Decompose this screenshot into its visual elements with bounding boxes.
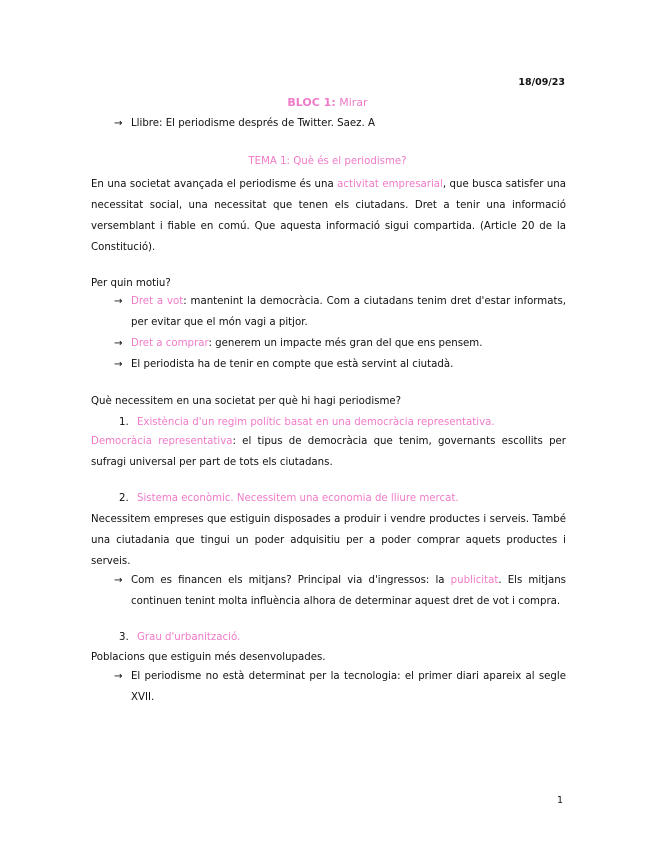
numbered-item-3 [119,627,240,648]
why-item-vote-term: Dret a vot [131,296,184,307]
arrow-right-icon: → [114,338,123,349]
why-item-buy [114,333,566,354]
arrow-right-icon: → [114,118,123,129]
item-number: 1. [119,417,129,428]
democracy-text: : el tipus de democràcia que tenim, governants escollits per sufragi universal per part de tots els ciutadans. [91,436,567,468]
document-date: 18/09/23 [518,77,565,88]
page-title-bold: BLOC 1: [287,96,336,109]
book-reference [114,113,566,134]
populations-line: Poblacions que estiguin més desenvolupades. [91,652,326,663]
arrow-right-icon: → [114,296,123,307]
why-item-vote-text: : mantenint la democràcia. Com a ciutadans tenim dret d'estar informats, per evitar que el món vagi a pitjor. [131,296,567,328]
democracy-term: Democràcia representativa [91,436,233,447]
numbered-item-2 [119,488,459,509]
companies-paragraph: Necessitem empreses que estiguin disposades a produir i vendre productes i serveis. També una ciutadania que tingui un poder adquisitiu per a poder comprar aquets productes i serveis. [91,514,566,567]
intro-paragraph [91,174,566,258]
arrow-right-icon: → [114,671,123,682]
financing-item [114,570,566,612]
financing-text-end: . Els mitjans continuen tenint molta influència alhora de determinar aquest dret de vot i compra. [131,575,566,607]
numbered-item-3-text: Grau d'urbanització. [137,632,241,643]
why-item-vote [114,291,566,333]
why-item-journalist [114,354,566,375]
numbered-item-1 [119,412,495,433]
arrow-right-icon: → [114,575,123,586]
arrow-right-icon: → [114,359,123,370]
section-title: TEMA 1: Què és el periodisme? [248,156,407,167]
democracy-definition [91,431,566,473]
financing-highlight: publicitat [450,575,499,586]
why-item-buy-text: : generem un impacte més gran del que ens pensem. [208,338,483,349]
intro-highlight: activitat empresarial [337,179,443,190]
item-number: 2. [119,493,129,504]
technology-item [114,666,566,708]
item-number: 3. [119,632,129,643]
intro-text-end: , que busca satisfer una necessitat social, una necessitat que tenen els ciutadans. Dret a tenir una informació versemblant i fiable en comú. Que aquesta informació sigui compartida. (Article 20 de la Constitució). [91,179,566,253]
why-item-journalist-text: El periodista ha de tenir en compte que està servint al ciutadà. [131,359,454,370]
page-title [0,96,655,109]
page-number: 1 [556,795,563,806]
why-question: Per quin motiu? [91,278,171,289]
intro-text-start: En una societat avançada el periodisme és una [91,179,338,190]
book-reference-text: Llibre: El periodisme després de Twitter. Saez. A [131,118,375,129]
why-item-buy-term: Dret a comprar [131,338,209,349]
numbered-item-2-text: Sistema econòmic. Necessitem una economia de lliure mercat. [137,493,459,504]
page-title-rest: Mirar [339,96,368,109]
technology-text: El periodisme no està determinat per la tecnologia: el primer diari apareix al segle XVII. [131,671,566,703]
numbered-item-1-text: Existència d'un regim polític basat en una democràcia representativa. [137,417,495,428]
financing-text-start: Com es financen els mitjans? Principal via d'ingressos: la [131,575,451,586]
needs-question: Què necessitem en una societat per què hi hagi periodisme? [91,396,402,407]
